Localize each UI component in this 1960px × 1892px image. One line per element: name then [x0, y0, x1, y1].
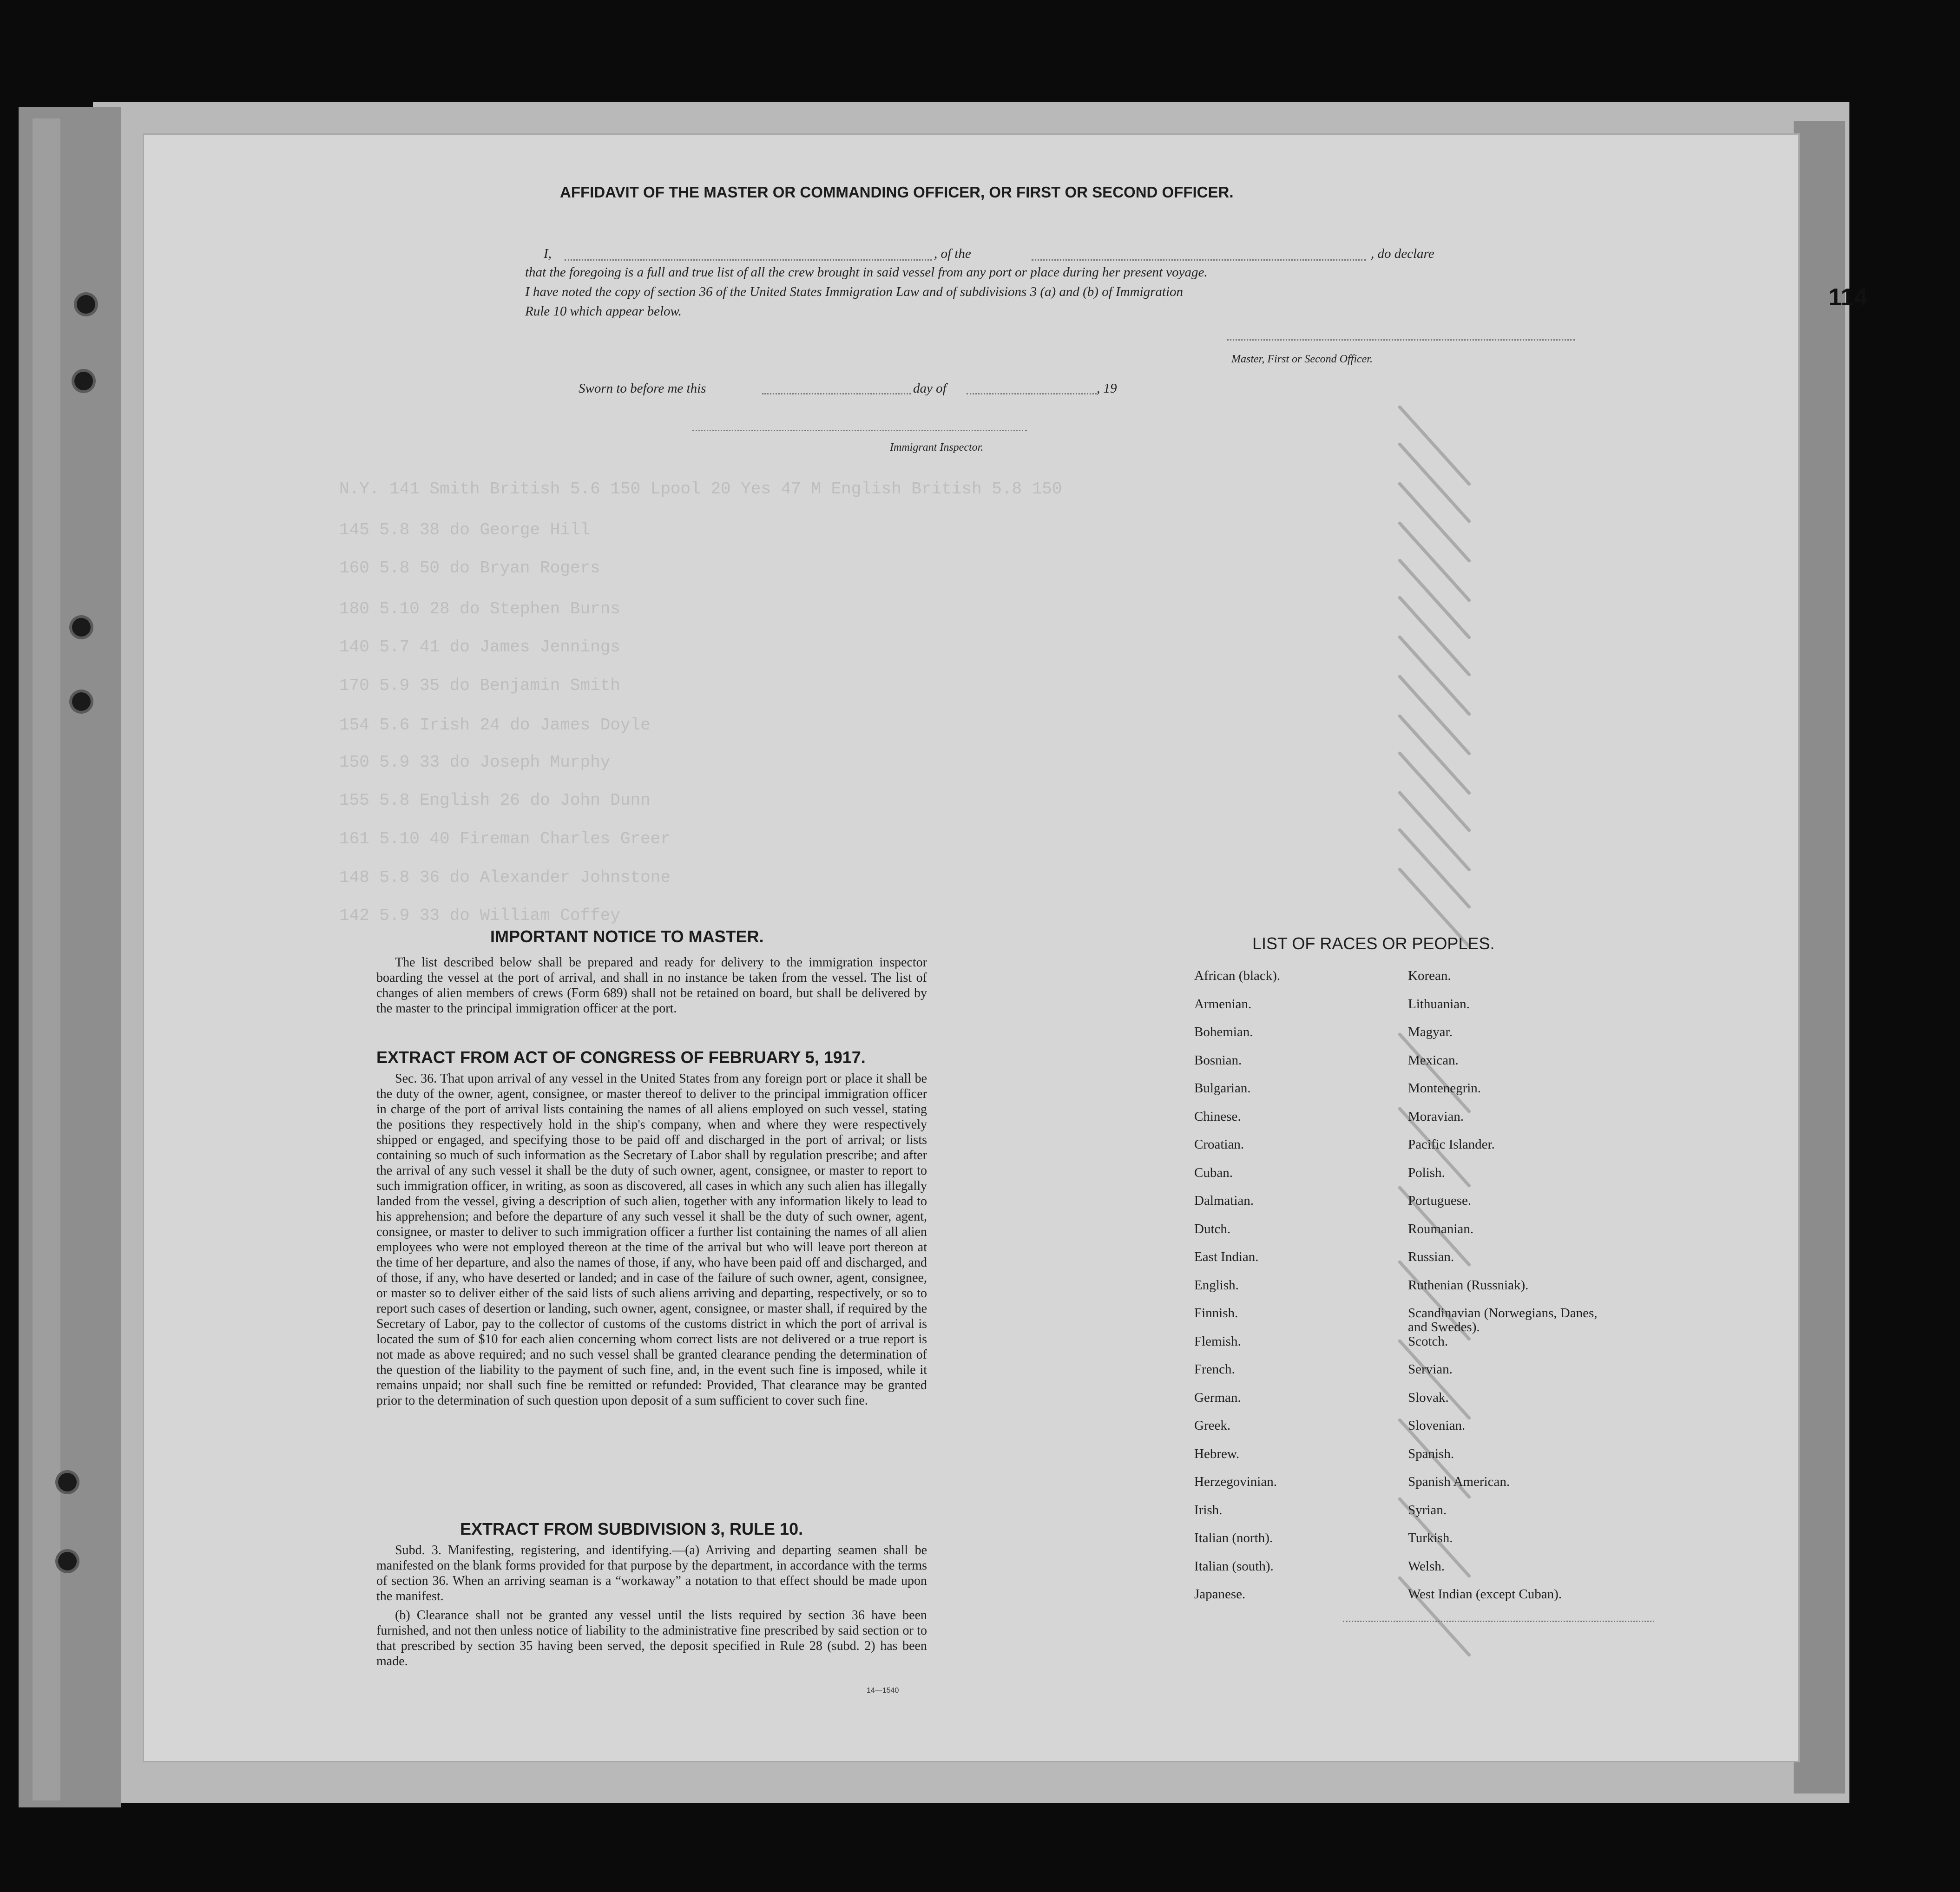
race-item: Bosnian.	[1194, 1052, 1242, 1068]
bleed-through-mark	[1397, 442, 1471, 524]
affidavit-line-4: Rule 10 which appear below.	[525, 304, 682, 319]
races-column-2	[1408, 969, 1612, 1616]
bleed-through-row: 140 5.7 41 do James Jennings	[339, 637, 620, 657]
year-label: , 19	[1097, 381, 1117, 396]
west-indian-dotted-line	[1343, 1621, 1654, 1622]
bleed-through-mark	[1397, 828, 1471, 909]
race-item: Flemish.	[1194, 1334, 1241, 1349]
act-title: EXTRACT FROM ACT OF CONGRESS OF FEBRUARY 5, 1917.	[376, 1048, 866, 1067]
bleed-through-row: 148 5.8 36 do Alexander Johnstone	[339, 868, 671, 887]
vessel-blank	[1032, 259, 1366, 261]
day-of-label: day of	[913, 381, 947, 396]
affidavit-line-3: I have noted the copy of section 36 of the United States Immigration Law and of subdivisions 3 (a) and (b) of Immigration	[525, 284, 1184, 299]
affidavit-declare: , do declare	[1371, 246, 1434, 261]
binding-strip-inner	[33, 118, 60, 1800]
act-paragraph: Sec. 36. That upon arrival of any vessel in the United States from any foreign port or place it shall be the duty of the owner, agent, consignee, or master thereof to deliver to the principal immigration officer in charge of the port of arrival lists containing the names of all aliens employed on such vessel, stating the positions they respectively hold in the ship's company, when and where they were respectively shipped or engaged, and specifying those to be paid off and discharged in the port of arrival; or lists containing so much of such information as the Secretary of Labor shall by regulation prescribe; and after the arrival of any such vessel it shall be the duty of such owner, agent, consignee, or master to report to such immigration officer, in writing, as soon as discovered, all cases in which any such alien has illegally landed from the vessel, giving a description of such alien, together with any information likely to lead to his apprehension; and before the departure of any such vessel it shall be the duty of such owner, agent, consignee, or master to deliver to such immigration officer a further list containing the names of all alien employees who were not employed thereon at the time of the arrival but who will leave port thereon at the time of her departure, and also the names of those, if any, who have been paid off and discharged, and of those, if any, who have deserted or landed; and in case of the failure of such owner, agent, consignee, or master so to deliver either of the said lists of such aliens arriving and departing, respectively, or so to report such cases of desertion or landing, such owner, agent, consignee, or master shall, if required by the Secretary of Labor, pay to the collector of customs of the customs district in which the port of arrival is located the sum of $10 for each alien concerning whom correct lists are not delivered or a true report is not made as above required; and no such vessel shall be granted clearance pending the determination of the question of the liability to the payment of such fine, and, in the event such fine is imposed, while it remains unpaid; nor shall such fine be remitted or refunded: Provided, That clearance may be granted prior to the determination of such question upon deposit of a sum sufficient to cover such fine.	[376, 1071, 927, 1408]
race-item: West Indian (except Cuban).	[1408, 1587, 1562, 1602]
binder-hole-icon	[72, 692, 91, 711]
race-item: Scotch.	[1408, 1334, 1448, 1349]
race-item: Polish.	[1408, 1165, 1445, 1180]
document-page	[144, 135, 1798, 1761]
race-item: African (black).	[1194, 968, 1281, 983]
notice-body	[376, 955, 927, 1020]
race-item: Spanish American.	[1408, 1474, 1510, 1489]
sworn-month-blank	[967, 393, 1097, 394]
race-item: Syrian.	[1408, 1502, 1447, 1518]
rule-paragraph-a: Subd. 3. Manifesting, registering, and identifying.—(a) Arriving and departing seamen shall be manifested on the blank forms provided for that purpose by the department, in accordance with the terms of section 36. When an arriving seaman is a “workaway” a notation to that effect should be made upon the manifest.	[376, 1543, 927, 1603]
race-item: Italian (south).	[1194, 1558, 1274, 1574]
race-item: Armenian.	[1194, 996, 1252, 1012]
race-item: Bulgarian.	[1194, 1081, 1251, 1096]
race-item: Slovenian.	[1408, 1418, 1466, 1433]
race-item: Bohemian.	[1194, 1025, 1253, 1039]
race-item: Russian.	[1408, 1249, 1454, 1264]
races-title: LIST OF RACES OR PEOPLES.	[1252, 934, 1495, 953]
bleed-through-mark	[1397, 790, 1471, 872]
race-item: Moravian.	[1408, 1109, 1464, 1124]
race-item: German.	[1194, 1390, 1241, 1405]
race-item: Irish.	[1194, 1502, 1223, 1518]
rule-title: EXTRACT FROM SUBDIVISION 3, RULE 10.	[460, 1519, 803, 1538]
bleed-through-row: 142 5.9 33 do William Coffey	[339, 906, 620, 925]
binder-hole-icon	[58, 1552, 77, 1570]
sworn-day-blank	[762, 393, 911, 394]
race-item: English.	[1194, 1277, 1239, 1293]
race-item: Mexican.	[1408, 1052, 1459, 1068]
bleed-through-mark	[1397, 714, 1471, 795]
binder-hole-icon	[72, 618, 91, 637]
race-item: Lithuanian.	[1408, 996, 1470, 1012]
race-item: Dalmatian.	[1194, 1193, 1254, 1208]
name-blank	[565, 259, 932, 261]
race-item: Scandinavian (Norwegians, Danes, and Swedes).	[1408, 1306, 1598, 1334]
race-item: Slovak.	[1408, 1390, 1449, 1405]
inspector-signature-blank	[692, 430, 1027, 431]
race-item: Portuguese.	[1408, 1193, 1472, 1208]
race-item: Roumanian.	[1408, 1221, 1473, 1236]
bleed-through-mark	[1397, 751, 1471, 833]
page-number-right: 114	[1828, 284, 1868, 311]
bleed-through-row: 154 5.6 Irish 24 do James Doyle	[339, 716, 651, 735]
binder-hole-icon	[74, 372, 93, 390]
race-item: Welsh.	[1408, 1558, 1445, 1574]
race-item: Montenegrin.	[1408, 1081, 1481, 1096]
bleed-through-mark	[1397, 595, 1471, 677]
signature-blank	[1227, 339, 1575, 341]
race-item: Japanese.	[1194, 1587, 1246, 1602]
form-code: 14—1540	[867, 1687, 899, 1695]
race-item: Magyar.	[1408, 1025, 1453, 1039]
bleed-through-row: 180 5.10 28 do Stephen Burns	[339, 599, 620, 618]
race-item: Korean.	[1408, 968, 1451, 983]
race-item: East Indian.	[1194, 1249, 1259, 1264]
race-item: Dutch.	[1194, 1221, 1231, 1236]
rule-body	[376, 1543, 927, 1673]
race-item: Hebrew.	[1194, 1446, 1240, 1461]
bleed-through-mark	[1397, 635, 1471, 716]
bleed-through-row: 161 5.10 40 Fireman Charles Greer	[339, 829, 671, 848]
bleed-through-mark	[1397, 481, 1471, 563]
race-item: Greek.	[1194, 1418, 1231, 1433]
race-item: Herzegovinian.	[1194, 1474, 1277, 1489]
signature-caption: Master, First or Second Officer.	[1231, 353, 1373, 365]
bleed-through-mark	[1397, 558, 1471, 640]
binder-hole-icon	[77, 295, 95, 314]
affidavit-title: AFFIDAVIT OF THE MASTER OR COMMANDING OFFICER, OR FIRST OR SECOND OFFICER.	[560, 184, 1234, 201]
notice-title: IMPORTANT NOTICE TO MASTER.	[490, 927, 764, 946]
races-column-1	[1194, 969, 1403, 1616]
race-item: Servian.	[1408, 1362, 1453, 1377]
act-body	[376, 1071, 927, 1412]
inspector-caption: Immigrant Inspector.	[890, 441, 984, 453]
race-item: Ruthenian (Russniak).	[1408, 1277, 1529, 1293]
bleed-through-mark	[1397, 674, 1471, 756]
bleed-through-mark	[1397, 521, 1471, 603]
race-item: Finnish.	[1194, 1306, 1238, 1320]
bleed-through-row: 155 5.8 English 26 do John Dunn	[339, 791, 651, 810]
race-item: Italian (north).	[1194, 1531, 1273, 1545]
bleed-through-row: 150 5.9 33 do Joseph Murphy	[339, 753, 611, 772]
race-item: French.	[1194, 1362, 1235, 1377]
affidavit-i: I,	[544, 246, 552, 261]
sworn-label: Sworn to before me this	[579, 381, 706, 396]
rule-paragraph-b: (b) Clearance shall not be granted any vessel until the lists required by section 36 have been furnished, and not then unless notice of liability to the administrative fine prescribed by said section or to that prescribed by section 35 having been served, the deposit specified in Rule 28 (subd. 2) has been made.	[376, 1608, 927, 1669]
race-item: Spanish.	[1408, 1446, 1454, 1461]
bleed-through-row: 170 5.9 35 do Benjamin Smith	[339, 676, 620, 695]
race-item: Turkish.	[1408, 1531, 1453, 1545]
underlying-sheet-edge	[1794, 121, 1845, 1793]
race-item: Chinese.	[1194, 1109, 1241, 1124]
notice-paragraph: The list described below shall be prepared and ready for delivery to the immigration inspector boarding the vessel at the port of arrival, and shall in no instance be taken from the vessel. The list of changes of alien members of crews (Form 689) shall not be retained on board, but shall be delivered by the master to the principal immigration officer at the port.	[376, 955, 927, 1016]
race-item: Pacific Islander.	[1408, 1137, 1495, 1152]
race-item: Croatian.	[1194, 1137, 1244, 1152]
bleed-through-row: N.Y. 141 Smith British 5.6 150 Lpool 20 Yes 47 M English British 5.8 150	[339, 480, 1062, 499]
bleed-through-row: 145 5.8 38 do George Hill	[339, 520, 591, 539]
bleed-through-mark	[1397, 405, 1471, 486]
binder-hole-icon	[58, 1473, 77, 1491]
bleed-through-row: 160 5.8 50 do Bryan Rogers	[339, 558, 600, 578]
affidavit-of-the: , of the	[934, 246, 971, 261]
affidavit-line-2: that the foregoing is a full and true list of all the crew brought in said vessel from any port or place during her present voyage.	[525, 265, 1208, 280]
race-item: Cuban.	[1194, 1165, 1233, 1180]
